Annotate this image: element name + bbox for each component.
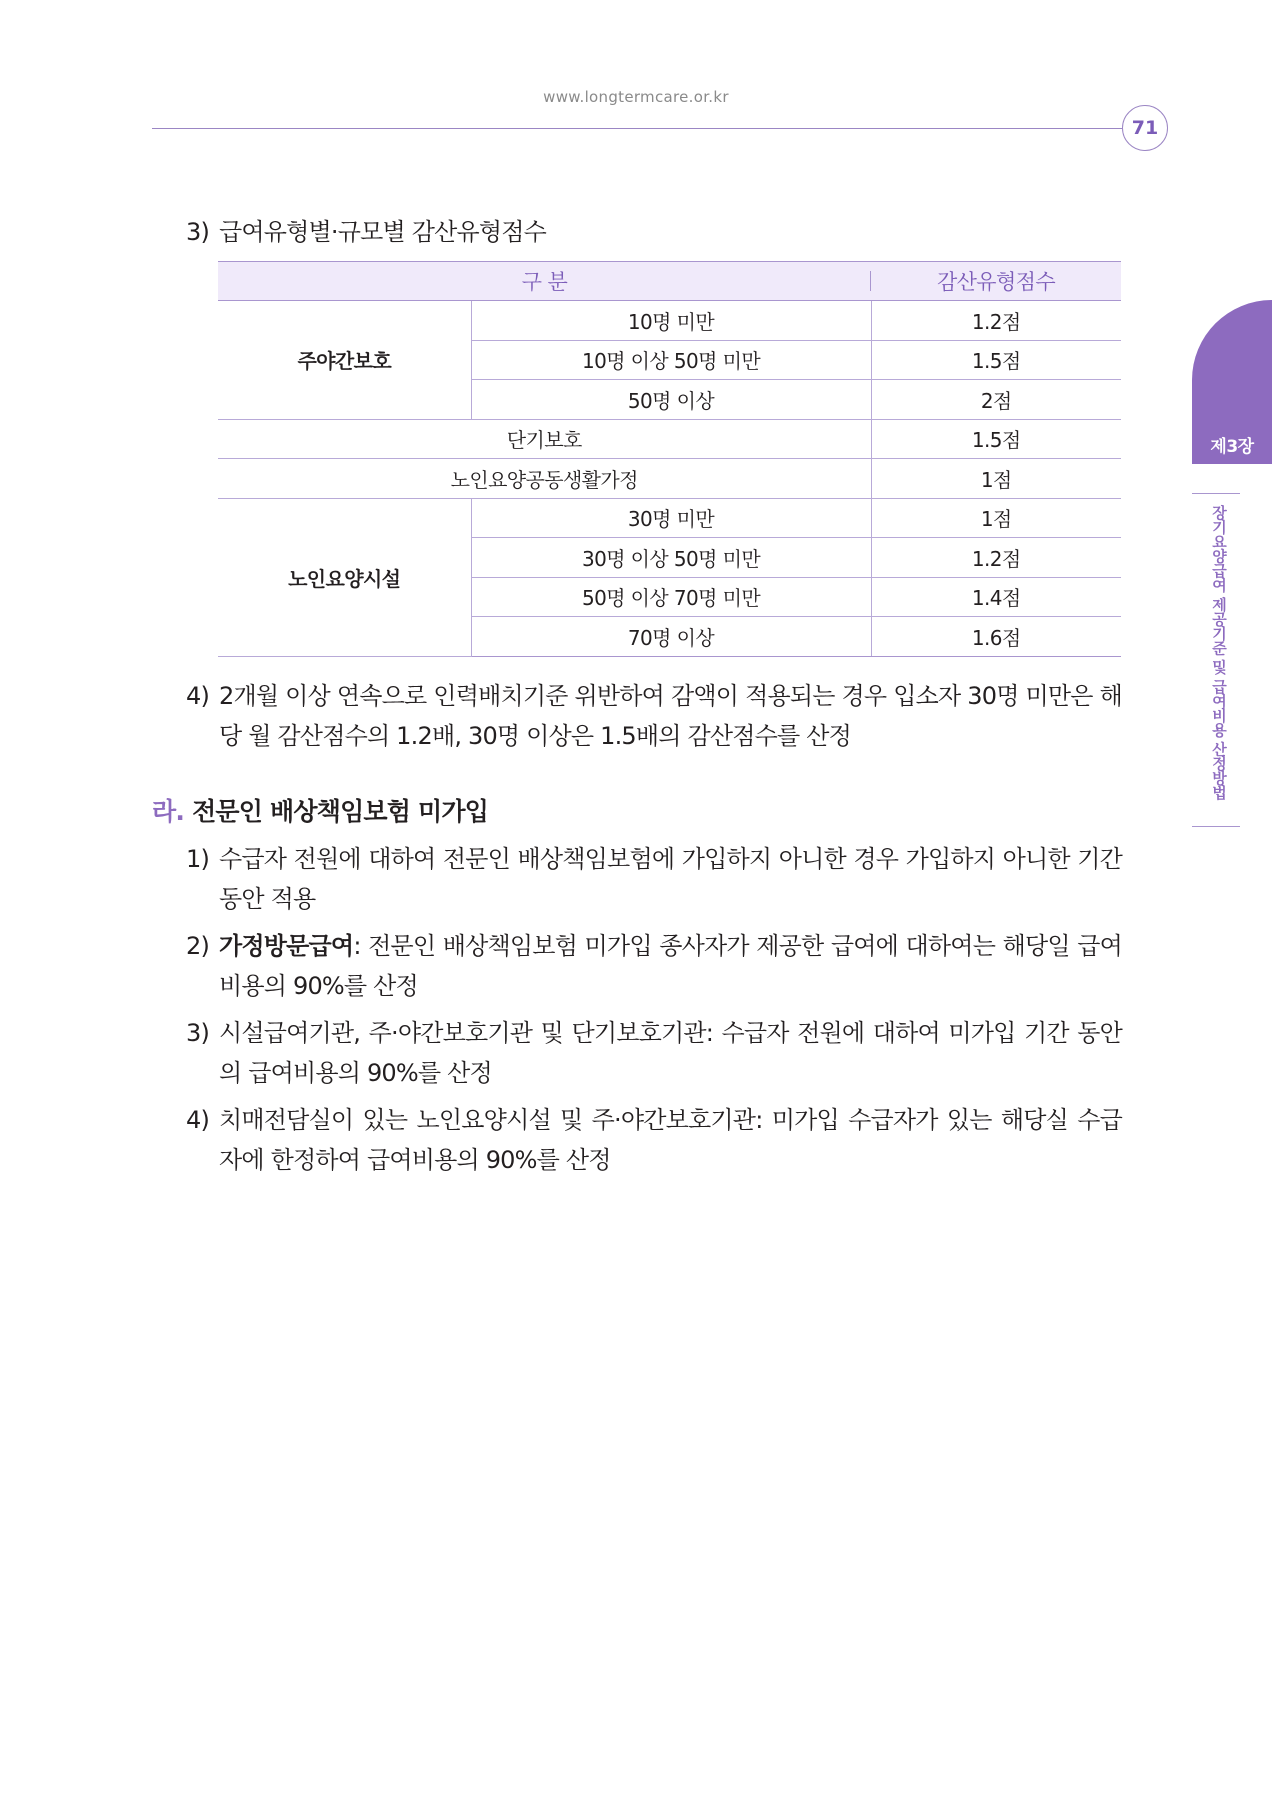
table-row [218, 419, 1121, 459]
header-url: www.longtermcare.or.kr [543, 88, 729, 106]
range-cell: 10명 미만 [471, 301, 871, 341]
score-cell: 1점 [871, 459, 1121, 499]
table-row [218, 498, 1121, 538]
page-number: 71 [1131, 117, 1159, 139]
range-cell: 70명 이상 [471, 617, 871, 657]
range-cell: 30명 이상 50명 미만 [471, 538, 871, 578]
list-item [186, 1013, 1122, 1093]
item-number: 3) [186, 1019, 210, 1047]
table-row [218, 459, 1121, 499]
section-3-title [186, 212, 546, 247]
subsection-title: 전문인 배상책임보험 미가입 [192, 797, 489, 826]
score-cell: 1점 [871, 498, 1121, 538]
section-4-text: 2개월 이상 연속으로 인력배치기준 위반하여 감액이 적용되는 경우 입소자 30명 미만은 해당 월 감산점수의 1.2배, 30명 이상은 1.5배의 감산점수를 산정 [219, 682, 1122, 750]
section-4-number: 4) [186, 682, 210, 710]
score-cell: 1.6점 [871, 617, 1121, 657]
range-cell: 50명 이상 [471, 380, 871, 420]
item-number: 1) [186, 845, 210, 873]
item-bold-lead: 가정방문급여 [219, 932, 354, 960]
section-4-paragraph [186, 676, 1122, 756]
side-divider-top [1192, 493, 1240, 494]
score-cell: 1.5점 [871, 340, 1121, 380]
section-3-text: 급여유형별·규모별 감산유형점수 [219, 218, 547, 246]
subsection-heading [152, 792, 488, 828]
table-header-row [218, 262, 1121, 301]
range-cell: 30명 미만 [471, 498, 871, 538]
item-number: 4) [186, 1106, 210, 1134]
item-number: 2) [186, 932, 210, 960]
item-text: 수급자 전원에 대하여 전문인 배상책임보험에 가입하지 아니한 경우 가입하지 아니한 기간 동안 적용 [219, 845, 1122, 913]
subsection-mark: 라. [152, 797, 185, 826]
score-cell: 1.2점 [871, 301, 1121, 341]
range-cell: 10명 이상 50명 미만 [471, 340, 871, 380]
group-group-home: 노인요양공동생활가정 [218, 459, 871, 499]
section-3-number: 3) [186, 218, 210, 246]
side-divider-bottom [1192, 826, 1240, 827]
group-nursing-facility: 노인요양시설 [218, 498, 471, 656]
item-text: 시설급여기관, 주·야간보호기관 및 단기보호기관: 수급자 전원에 대하여 미가입 기간 동안의 급여비용의 90%를 산정 [219, 1019, 1122, 1087]
score-cell: 1.2점 [871, 538, 1121, 578]
score-cell: 2점 [871, 380, 1121, 420]
list-item [186, 1100, 1122, 1180]
chapter-label: 제3장 [1210, 437, 1254, 457]
header-category: 구 분 [218, 262, 871, 301]
deduction-score-table [218, 261, 1121, 657]
range-cell: 50명 이상 70명 미만 [471, 577, 871, 617]
list-item [186, 839, 1122, 919]
group-short-term-care: 단기보호 [218, 419, 871, 459]
group-day-night-care: 주야간보호 [218, 301, 471, 420]
page-number-badge [1122, 105, 1168, 151]
list-item [186, 926, 1122, 1006]
table-row [218, 301, 1121, 341]
score-cell: 1.5점 [871, 419, 1121, 459]
header-score: 감산유형점수 [871, 262, 1121, 301]
header-divider [152, 128, 1122, 129]
item-text: 치매전담실이 있는 노인요양시설 및 주·야간보호기관: 미가입 수급자가 있는 해당실 수급자에 한정하여 급여비용의 90%를 산정 [219, 1106, 1122, 1174]
score-cell: 1.4점 [871, 577, 1121, 617]
chapter-title-vertical: 장기요양급여 제공기준 및 급여비용 산정방법 [1210, 505, 1228, 800]
item-text: : 전문인 배상책임보험 미가입 종사자가 제공한 급여에 대하여는 해당일 급여비용의 90%를 산정 [219, 932, 1122, 1000]
